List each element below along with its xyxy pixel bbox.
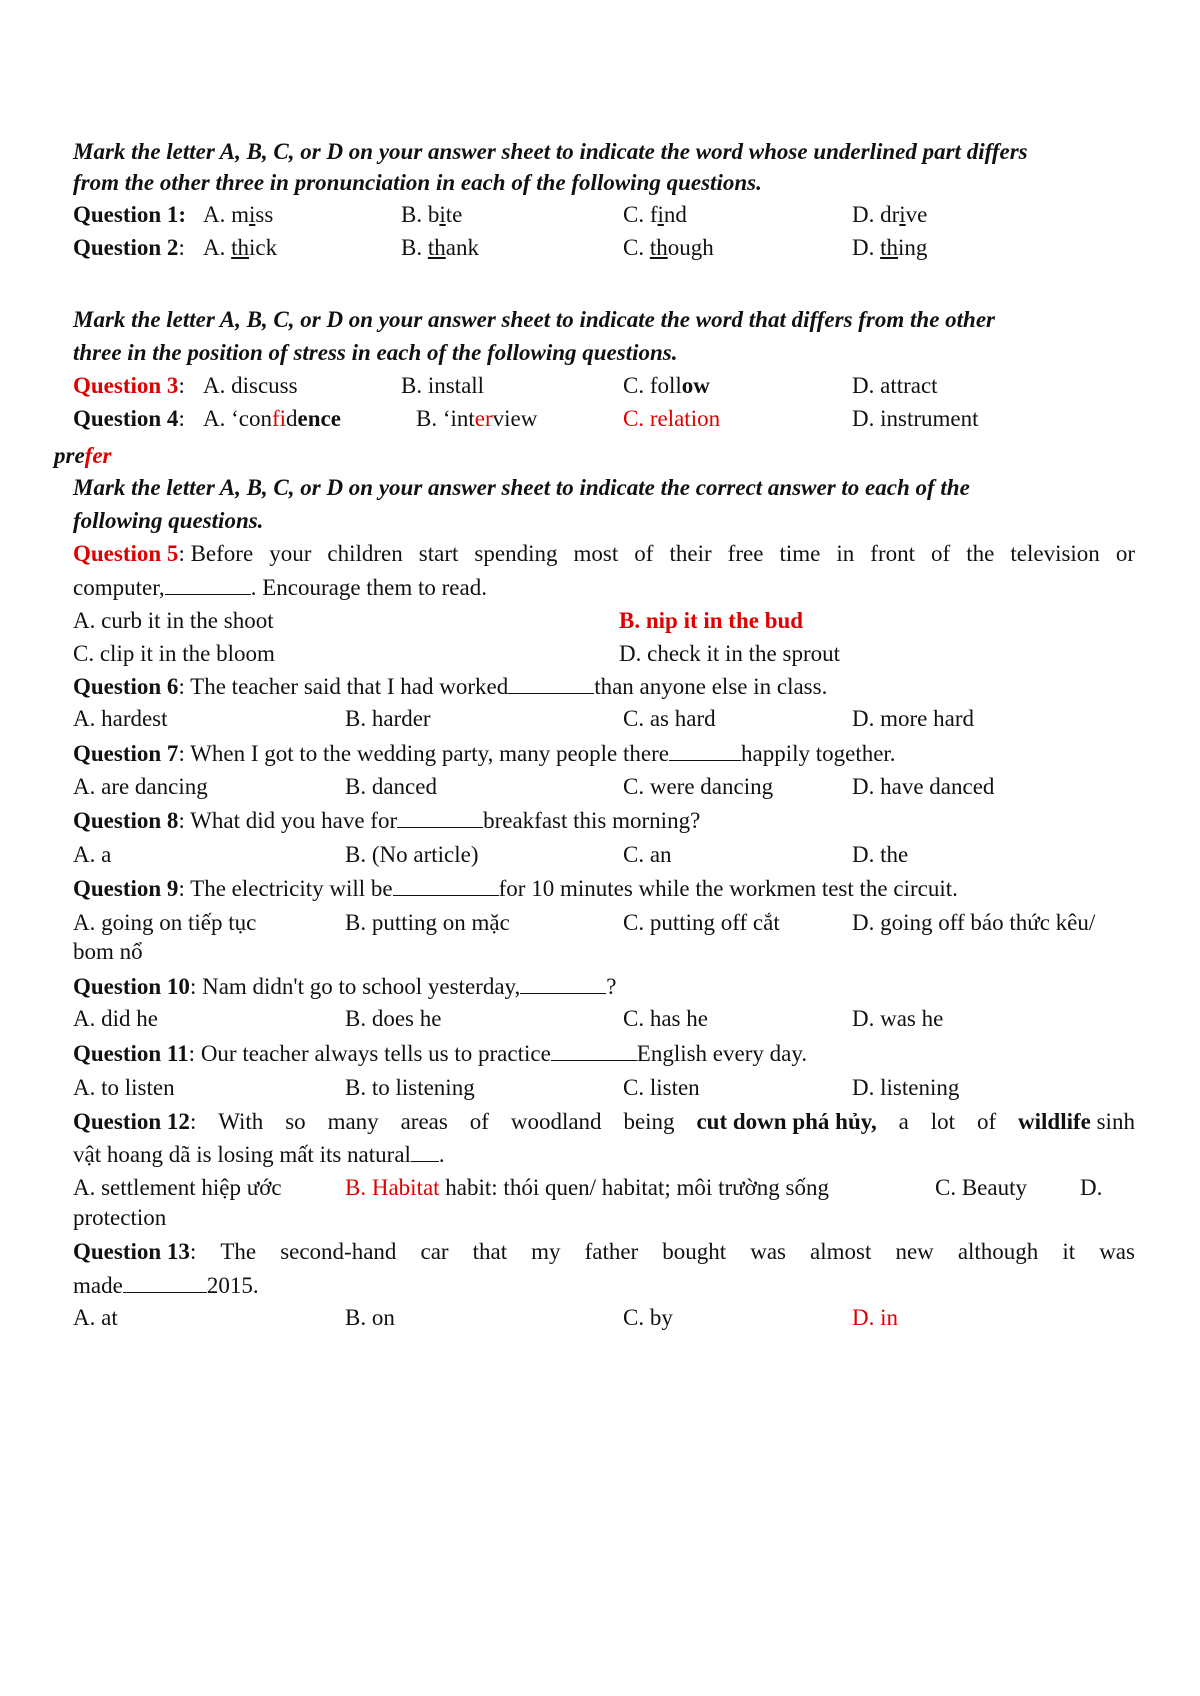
question-4: Question 4:: [73, 406, 185, 431]
q4-option-b[interactable]: B. ‘interview: [416, 406, 538, 431]
q9-option-c[interactable]: C. putting off cắt: [623, 910, 780, 935]
answer-blank: [551, 1040, 637, 1061]
question-label: Question 9: [73, 876, 179, 901]
question-label: Question 8: [73, 808, 179, 833]
q9-option-d-continued: bom nổ: [73, 939, 143, 964]
answer-blank: [123, 1272, 207, 1293]
q7-option-a[interactable]: A. are dancing: [73, 774, 208, 799]
q13-option-d[interactable]: D. in: [852, 1305, 898, 1330]
q4-option-a[interactable]: A. ‘confidence: [203, 406, 341, 431]
q2-option-c[interactable]: C. though: [623, 235, 714, 260]
question-label: Question 10: [73, 974, 190, 999]
q9-option-b[interactable]: B. putting on mặc: [345, 910, 510, 935]
question-11: Question 11: Our teacher always tells us to practice English every day.: [73, 1041, 808, 1066]
question-8: Question 8: What did you have for breakfast this morning?: [73, 808, 701, 833]
q5-option-d[interactable]: D. check it in the sprout: [619, 641, 841, 666]
question-10: Question 10: Nam didn't go to school yesterday, ?: [73, 974, 617, 999]
answer-blank: [393, 875, 499, 896]
answer-blank: [165, 574, 251, 595]
question-3: Question 3:: [73, 373, 185, 398]
q1-option-a[interactable]: A. miss: [203, 202, 274, 227]
question-label: Question 5: [73, 541, 179, 566]
q13-option-b[interactable]: B. on: [345, 1305, 395, 1330]
question-5-continued: computer, . Encourage them to read.: [73, 575, 487, 600]
question-stem: Before your children start spending most of their free time in front of the television or: [190, 541, 1135, 566]
q1-option-b[interactable]: B. bite: [401, 202, 463, 227]
question-label: Question 3: [73, 373, 179, 398]
q10-option-c[interactable]: C. has he: [623, 1006, 708, 1031]
q4-option-c[interactable]: C. relation: [623, 406, 721, 431]
q9-option-d[interactable]: D. going off báo thức kêu/: [852, 910, 1096, 935]
q3-option-a[interactable]: A. discuss: [203, 373, 298, 398]
section-1-instruction-line-1: Mark the letter A, B, C, or D on your answer sheet to indicate the word whose underlined part differs: [73, 139, 1028, 164]
q8-option-d[interactable]: D. the: [852, 842, 909, 867]
q11-option-a[interactable]: A. to listen: [73, 1075, 175, 1100]
question-12-continued: vật hoang dã is losing mất its natural .: [73, 1142, 445, 1167]
q12-option-d-continued: protection: [73, 1205, 167, 1230]
q7-option-b[interactable]: B. danced: [345, 774, 437, 799]
answer-blank: [520, 973, 606, 994]
question-label: Question 6: [73, 674, 179, 699]
answer-blank: [669, 740, 741, 761]
q2-option-a[interactable]: A. thick: [203, 235, 278, 260]
q10-option-d[interactable]: D. was he: [852, 1006, 944, 1031]
q6-option-a[interactable]: A. hardest: [73, 706, 168, 731]
q8-option-b[interactable]: B. (No article): [345, 842, 479, 867]
q6-option-b[interactable]: B. harder: [345, 706, 431, 731]
q3-option-d[interactable]: D. attract: [852, 373, 938, 398]
q12-option-b[interactable]: B. Habitat habit: thói quen/ habitat; môi trường sống: [345, 1175, 829, 1200]
answer-blank: [508, 673, 594, 694]
stray-word: prefer: [54, 443, 112, 468]
question-5: Question 5 : Before your children start spending most of their free time in front of the television or: [73, 539, 1135, 569]
section-2-instruction-line-2: three in the position of stress in each of the following questions.: [73, 340, 678, 365]
question-7: Question 7: When I got to the wedding party, many people there happily together.: [73, 741, 896, 766]
answer-blank: [397, 807, 483, 828]
q1-option-d[interactable]: D. drive: [852, 202, 928, 227]
q10-option-b[interactable]: B. does he: [345, 1006, 442, 1031]
q12-option-d[interactable]: D.: [1080, 1175, 1103, 1200]
question-12: Question 12: With so many areas of woodland being cut down phá hủy, a lot of wildlife sinh: [73, 1109, 1135, 1134]
q11-option-b[interactable]: B. to listening: [345, 1075, 475, 1100]
question-6: Question 6: The teacher said that I had worked than anyone else in class.: [73, 674, 828, 699]
q3-option-b[interactable]: B. install: [401, 373, 485, 398]
question-label: Question 12: [73, 1109, 190, 1134]
q2-option-d[interactable]: D. thing: [852, 235, 928, 260]
q4-option-d[interactable]: D. instrument: [852, 406, 979, 431]
q12-option-c[interactable]: C. Beauty: [935, 1175, 1027, 1200]
section-1-instruction-line-2: from the other three in pronunciation in each of the following questions.: [73, 170, 762, 195]
q7-option-d[interactable]: D. have danced: [852, 774, 995, 799]
q5-option-b[interactable]: B. nip it in the bud: [619, 608, 804, 633]
q13-option-a[interactable]: A. at: [73, 1305, 118, 1330]
question-label: Question 4: [73, 406, 179, 431]
q9-option-a[interactable]: A. going on tiếp tục: [73, 910, 257, 935]
question-label: Question 13: [73, 1239, 190, 1264]
q6-option-d[interactable]: D. more hard: [852, 706, 974, 731]
section-3-instruction-line-2: following questions.: [73, 508, 264, 533]
question-label: Question 2: [73, 235, 179, 260]
q1-option-c[interactable]: C. find: [623, 202, 687, 227]
q5-option-a[interactable]: A. curb it in the shoot: [73, 608, 274, 633]
answer-blank: [411, 1141, 439, 1162]
question-1: [73, 200, 186, 230]
question-label: Question 11: [73, 1041, 189, 1066]
q13-option-c[interactable]: C. by: [623, 1305, 673, 1330]
question-13: Question 13: The second-hand car that my father bought was almost new although it was: [73, 1239, 1135, 1264]
q3-option-c[interactable]: C. follow: [623, 373, 710, 398]
q8-option-c[interactable]: C. an: [623, 842, 672, 867]
q6-option-c[interactable]: C. as hard: [623, 706, 716, 731]
q7-option-c[interactable]: C. were dancing: [623, 774, 774, 799]
section-3-instruction-line-1: Mark the letter A, B, C, or D on your answer sheet to indicate the correct answer to each of the: [73, 475, 970, 500]
q12-option-a[interactable]: A. settlement hiệp ước: [73, 1175, 282, 1200]
q11-option-d[interactable]: D. listening: [852, 1075, 960, 1100]
question-13-continued: made 2015.: [73, 1273, 259, 1298]
question-label: Question 1:: [73, 202, 187, 227]
q5-option-c[interactable]: C. clip it in the bloom: [73, 641, 275, 666]
q11-option-c[interactable]: C. listen: [623, 1075, 700, 1100]
question-label: Question 7: [73, 741, 179, 766]
question-2: Question 2:: [73, 235, 185, 260]
q2-option-b[interactable]: B. thank: [401, 235, 479, 260]
question-9: Question 9: The electricity will be for 10 minutes while the workmen test the circuit.: [73, 876, 958, 901]
q10-option-a[interactable]: A. did he: [73, 1006, 158, 1031]
q8-option-a[interactable]: A. a: [73, 842, 112, 867]
section-2-instruction-line-1: Mark the letter A, B, C, or D on your answer sheet to indicate the word that differs from the other: [73, 307, 995, 332]
